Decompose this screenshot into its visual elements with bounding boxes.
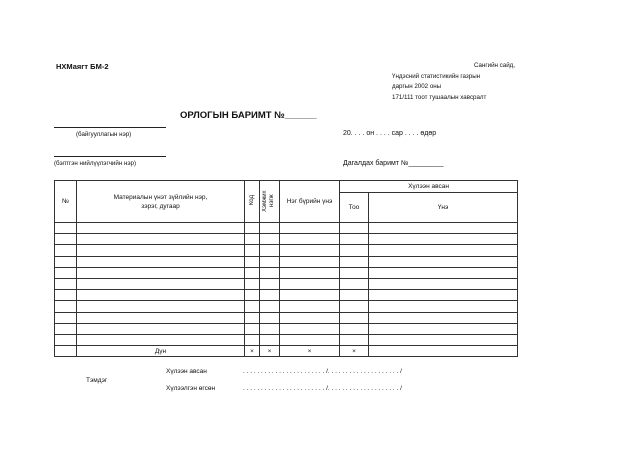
- total-empty: [55, 346, 77, 357]
- total-cross: ×: [280, 346, 340, 357]
- attached-doc: Дагалдах баримт №_________: [343, 160, 444, 167]
- table-cell: [369, 278, 518, 289]
- table-cell: [245, 245, 260, 256]
- supplier-label: (бэлтгэн нийлүүлэгчийн нэр): [54, 160, 137, 167]
- org-name-line: [54, 127, 166, 128]
- table-row: [55, 301, 518, 312]
- received-by-signature: . . . . . . . . . . . . . . . . . . . . . . . /. . . . . . . . . . . . . . . . . . . . /: [243, 368, 402, 375]
- table-cell: [280, 256, 340, 267]
- table-cell: [77, 245, 245, 256]
- total-cross: ×: [340, 346, 369, 357]
- table-cell: [245, 256, 260, 267]
- table-cell: [77, 312, 245, 323]
- approval-line: Үндэсний статистикийн газрын: [392, 72, 481, 80]
- items-table: [54, 180, 518, 357]
- table-row: [55, 312, 518, 323]
- table-cell: [280, 234, 340, 245]
- table-cell: [260, 256, 280, 267]
- table-row: [55, 267, 518, 278]
- table-cell: [77, 256, 245, 267]
- table-cell: [77, 267, 245, 278]
- table-cell: [55, 245, 77, 256]
- table-cell: [369, 267, 518, 278]
- table-cell: [369, 245, 518, 256]
- table-cell: [280, 278, 340, 289]
- table-cell: [260, 234, 280, 245]
- table-cell: [260, 223, 280, 234]
- table-cell: [340, 223, 369, 234]
- table-row: [55, 323, 518, 334]
- table-cell: [260, 278, 280, 289]
- table-cell: [55, 312, 77, 323]
- table-cell: [280, 245, 340, 256]
- table-cell: [369, 312, 518, 323]
- approval-line: 171/111 тоот тушаалын хавсралт: [392, 93, 487, 101]
- total-cross: ×: [260, 346, 280, 357]
- header-no: №: [55, 181, 77, 223]
- table-cell: [55, 301, 77, 312]
- table-cell: [260, 267, 280, 278]
- table-cell: [280, 223, 340, 234]
- table-row: [55, 290, 518, 301]
- handed-by-signature: . . . . . . . . . . . . . . . . . . . . . . . /. . . . . . . . . . . . . . . . . . . . /: [243, 385, 402, 392]
- approval-note: [392, 61, 515, 103]
- table-cell: [280, 323, 340, 334]
- table-cell: [340, 301, 369, 312]
- table-cell: [280, 301, 340, 312]
- table-cell: [280, 312, 340, 323]
- approval-line: даргын 2002 оны: [392, 83, 442, 90]
- table-cell: [55, 278, 77, 289]
- table-cell: [77, 334, 245, 345]
- stamp-label: Тэмдэг: [86, 377, 108, 384]
- table-cell: [340, 256, 369, 267]
- table-cell: [77, 278, 245, 289]
- table-cell: [260, 290, 280, 301]
- table-cell: [55, 290, 77, 301]
- table-cell: [77, 234, 245, 245]
- document-title: ОРЛОГЫН БАРИМТ №______: [180, 110, 317, 121]
- table-row: [55, 278, 518, 289]
- table-cell: [55, 267, 77, 278]
- table-cell: [245, 301, 260, 312]
- table-cell: [340, 267, 369, 278]
- table-cell: [369, 323, 518, 334]
- table-cell: [280, 290, 340, 301]
- table-cell: [245, 334, 260, 345]
- table-cell: [77, 301, 245, 312]
- table-row: [55, 256, 518, 267]
- table-cell: [260, 334, 280, 345]
- header-unit-price: Нэг бүрийн үнэ: [280, 181, 340, 223]
- total-row: [55, 346, 518, 357]
- table-cell: [340, 334, 369, 345]
- header-received: Хүлээн авсан: [340, 181, 518, 193]
- table-cell: [245, 278, 260, 289]
- table-cell: [369, 290, 518, 301]
- total-label: Дүн: [77, 346, 245, 357]
- table-cell: [245, 312, 260, 323]
- table-cell: [245, 267, 260, 278]
- table-cell: [55, 256, 77, 267]
- table-cell: [369, 234, 518, 245]
- table-cell: [369, 223, 518, 234]
- table-cell: [369, 301, 518, 312]
- table-cell: [280, 267, 340, 278]
- org-label: (байгууллагын нэр): [76, 131, 132, 138]
- header-price: Үнэ: [369, 193, 518, 223]
- header-unit: Хэмжих нэгж: [260, 181, 280, 223]
- approval-line: Сангийн сайд,: [473, 62, 515, 69]
- table-cell: [280, 334, 340, 345]
- table-cell: [55, 334, 77, 345]
- table-cell: [369, 334, 518, 345]
- total-cross: ×: [245, 346, 260, 357]
- header-qty: Тоо: [340, 193, 369, 223]
- table-cell: [340, 323, 369, 334]
- table-cell: [77, 323, 245, 334]
- table-cell: [340, 290, 369, 301]
- table-cell: [260, 301, 280, 312]
- table-cell: [260, 323, 280, 334]
- table-row: [55, 234, 518, 245]
- table-cell: [245, 290, 260, 301]
- table-cell: [340, 245, 369, 256]
- table-cell: [55, 323, 77, 334]
- table-row: [55, 334, 518, 345]
- table-row: [55, 223, 518, 234]
- table-cell: [245, 323, 260, 334]
- received-by-label: Хүлээн авсан: [166, 368, 207, 375]
- handed-by-label: Хүлээлгэн өгсөн: [166, 385, 216, 392]
- total-price: [369, 346, 518, 357]
- table-cell: [260, 312, 280, 323]
- table-cell: [260, 245, 280, 256]
- supplier-name-line: [54, 156, 166, 157]
- table-cell: [55, 234, 77, 245]
- table-cell: [55, 223, 77, 234]
- form-code: НХМаягт БМ-2: [56, 62, 109, 71]
- table-cell: [245, 234, 260, 245]
- header-material: Материалын үнэт зүйлийн нэр, зэрэг, дугаар: [77, 181, 245, 223]
- header-code: Код: [245, 181, 260, 223]
- table-cell: [77, 223, 245, 234]
- table-cell: [340, 234, 369, 245]
- table-cell: [245, 223, 260, 234]
- table-row: [55, 245, 518, 256]
- table-cell: [340, 312, 369, 323]
- table-cell: [77, 290, 245, 301]
- table-cell: [340, 278, 369, 289]
- date-line: 20. . . . он . . . . сар . . . . өдөр: [343, 130, 437, 137]
- table-cell: [369, 256, 518, 267]
